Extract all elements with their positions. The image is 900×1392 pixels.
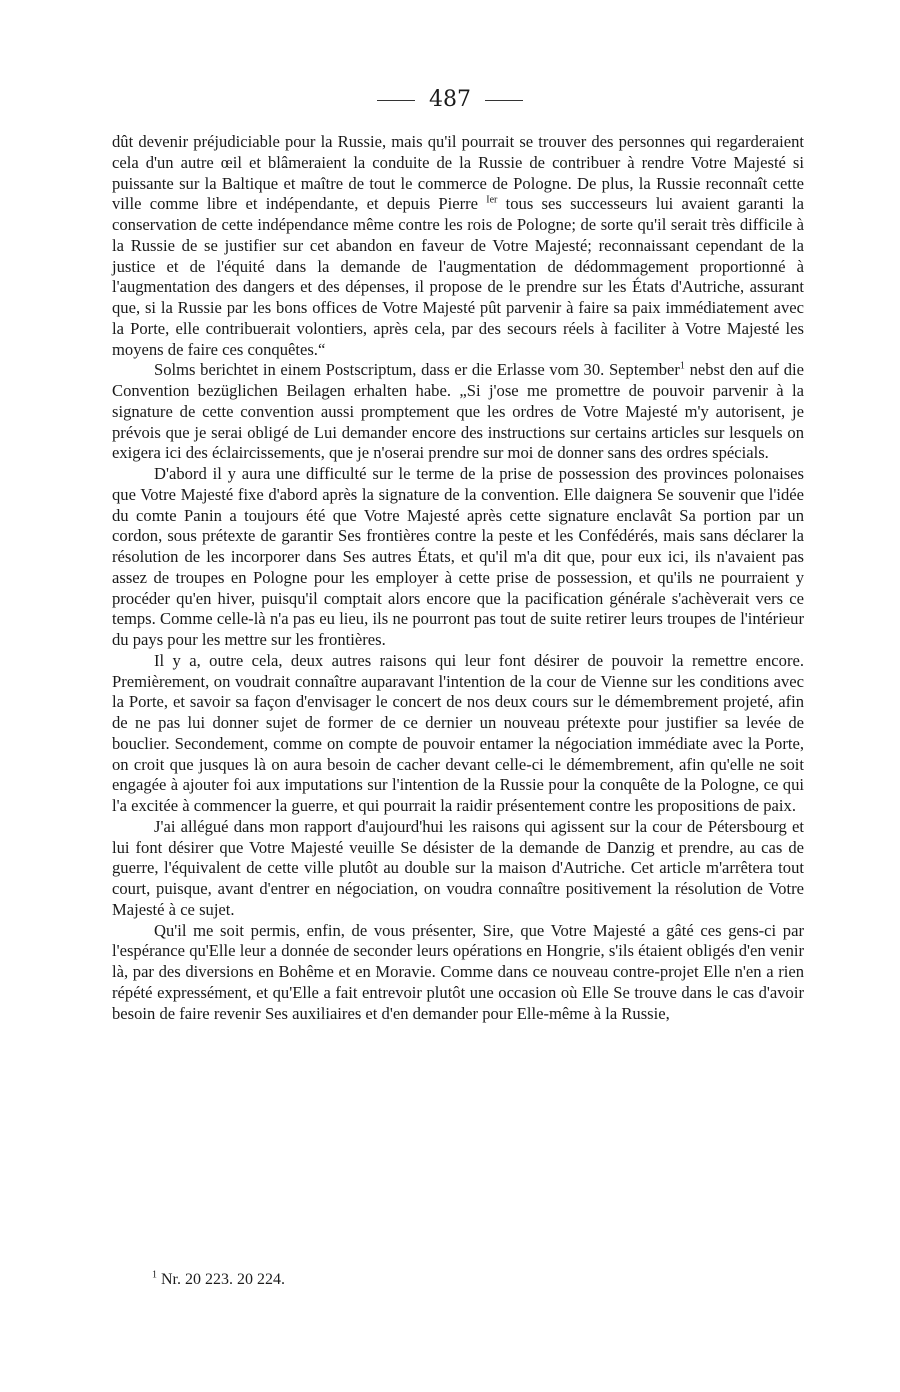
footnote: [152, 1270, 285, 1290]
paragraph-4: Il y a, outre cela, deux autres raisons qui leur font désirer de pouvoir la remettre encore. Premièrement, on voudrait connaître auparavant l'intention de la cour de Vienne sur les conditions avec la Porte, et savoir sa façon d'envisager le concert de nos deux cours sur le démembrement projeté, afin de ne pas lui donner sujet de former de ce dernier un nouveau prétexte pour justifier sa levée de bouclier. Secondement, comme on compte de pouvoir entamer la négociation immédiate avec la Porte, on croit que jusques là on aura besoin de cacher devant celle-ci le démembrement, afin qu'elle ne soit engagée à ajouter foi aux imputations sur l'intention de la Russie pour la conquête de la Pologne, ce qui l'a excitée à commencer la guerre, et qui pourrait la raidir présentement contre les propositions de paix.: [112, 650, 804, 815]
paragraph-1-text-after: tous ses successeurs lui avaient garanti la conservation de cette indépendance même contre les rois de Pologne; de sorte qu'il serait très difficile à la Russie de se justifier sur cet abandon en faveur de Votre Majesté; reconnaissant cependant de la justice et de l'équité dans la demande de l'augmentation de dédommagement proportionné à l'augmentation des dangers et des dépenses, il propose de le prendre sur les États d'Autriche, assurant que, si la Russie par les bons offices de Votre Majesté pût parvenir à faire sa paix immédiatement avec la Porte, elle contribuerait volontiers, après cela, par des secours réels à faciliter à Votre Majesté les moyens de faire ces conquêtes.“: [112, 194, 804, 359]
paragraph-3: D'abord il y aura une difficulté sur le terme de la prise de possession des provinces polonaises que Votre Majesté fixe d'abord après la signature de la convention. Elle daignera Se souvenir que l'idée du comte Panin a toujours été que Votre Majesté après cette signature enclavât Sa portion par un cordon, sous prétexte de garantir Ses frontières contre la peste et les Confédérés, mais sans déclarer la résolution de les incorporer dans Ses autres États, et qu'il m'a dit que, pour eux ici, ils n'avaient pas assez de troupes en Pologne pour les employer à cette prise de possession, et qu'ils ne pourraient y procéder qu'en hiver, puisqu'il comptait alors encore que la pacification générale s'achèverait vers ce temps. Comme celle-là n'a pas eu lieu, ils ne pourront pas tout de suite retirer leurs troupes de l'intérieur du pays pour les mettre sur les frontières.: [112, 464, 804, 649]
paragraph-2: [112, 360, 804, 464]
page-number-right-rule: [485, 100, 523, 101]
footnote-marker: 1: [152, 1269, 157, 1281]
paragraph-2-text-after: nebst den auf die Convention bezüglichen Beilagen erhalten habe. „Si j'ose me promettre de pouvoir parvenir à la signature de cette convention aussi promptement que les ordres de Votre Majesté m'y autorisent, je prévois que je serai obligé de Lui demander encore des instructions sur certains articles sur lesquels on exigera ici des éclaircissements, que je n'oserai prendre sur moi de donner sans des ordres spécials.: [112, 360, 804, 463]
paragraph-5: J'ai allégué dans mon rapport d'aujourd'hui les raisons qui agissent sur la cour de Pétersbourg et lui font désirer que Votre Majesté veuille Se désister de la demande de Danzig et prendre, au cas de guerre, l'équivalent de cette ville plutôt au double sur la maison d'Autriche. Cet article m'arrêtera tout court, puisque, avant d'entrer en négociation, on voudra connaître positivement la résolution de Votre Majesté à ce sujet.: [112, 816, 804, 919]
paragraph-1-text: dût devenir préjudiciable pour la Russie, mais qu'il pourrait se trouver des personnes qui regarderaient cela d'un autre œil et blâmeraient la conduite de la Russie de contribuer à rendre Votre Majesté si puissante sur la Baltique et maître de tout le commerce de Pologne. De plus, la Russie reconnaît cette ville comme libre et indépendante, et depuis Pierre: [112, 132, 804, 214]
page-number: [0, 86, 900, 114]
paragraph-2-text: Solms berichtet in einem Postscriptum, dass er die Erlasse vom 30. September: [154, 360, 680, 380]
footnote-text: Nr. 20 223. 20 224.: [157, 1271, 285, 1288]
paragraph-1-superscript: Ier: [486, 194, 498, 206]
paragraph-1: [112, 132, 804, 360]
footnote-reference: 1: [679, 360, 685, 372]
page-number-left-rule: [377, 100, 415, 101]
paragraph-6: Qu'il me soit permis, enfin, de vous présenter, Sire, que Votre Majesté a gâté ces gens-ci par l'espérance qu'Elle leur a donnée de seconder leurs opérations en Hongrie, s'ils étaient obligés d'en venir là, par des diversions en Bohême et en Moravie. Comme dans ce nouveau contre-projet Elle n'en a rien répété expressément, et qu'Elle a fait entrevoir plutôt une occasion où Elle Se trouve dans le cas d'avoir besoin de faire revenir Ses auxiliaires et d'en demander pour Elle-même à la Russie,: [112, 920, 804, 1023]
body-text: [112, 132, 804, 1024]
page-number-text: 487: [429, 87, 471, 112]
